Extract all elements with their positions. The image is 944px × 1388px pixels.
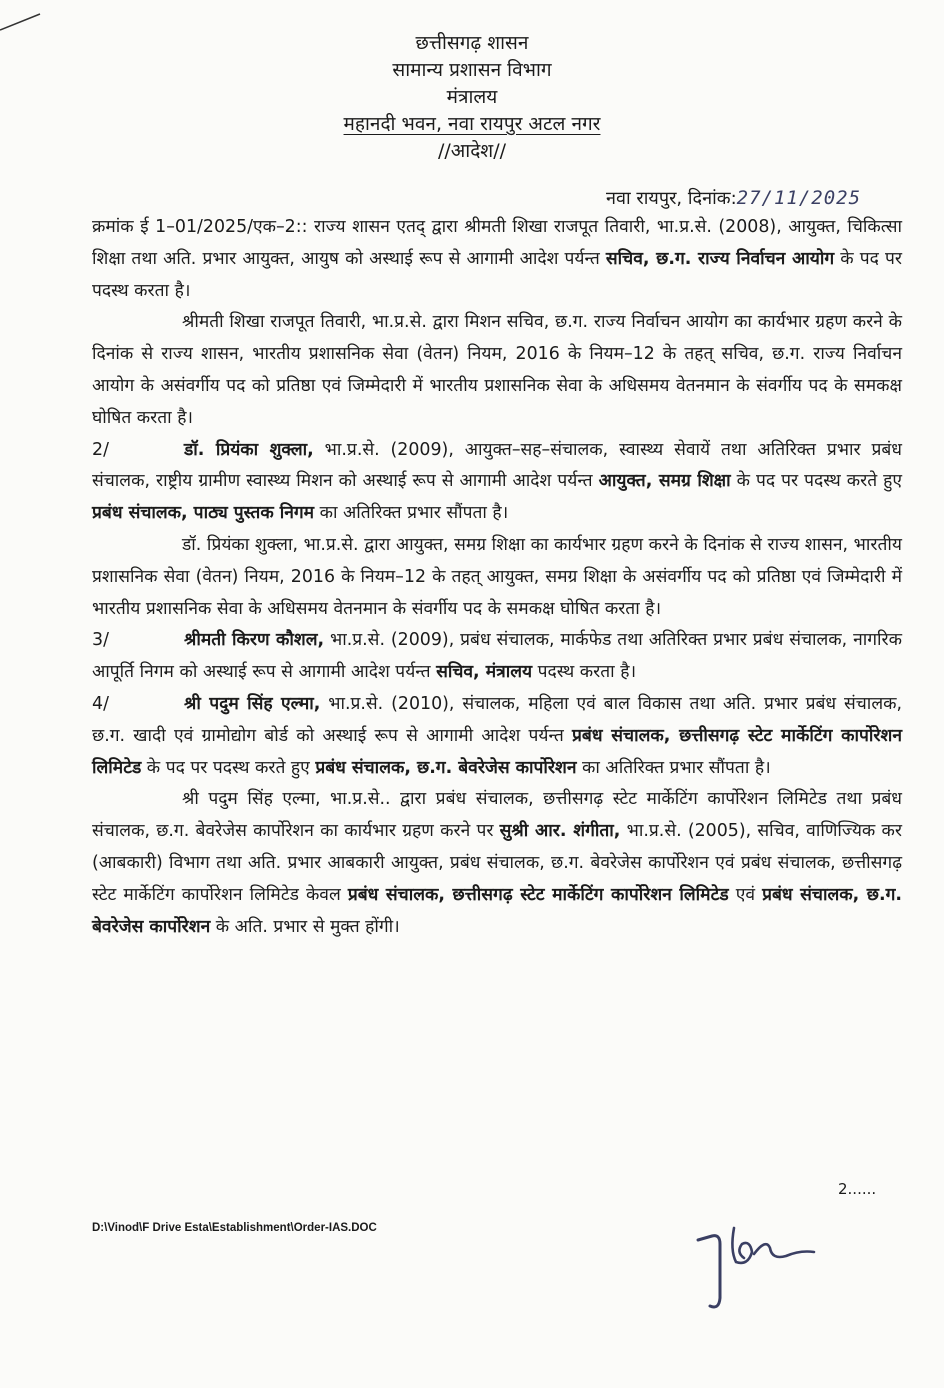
- item-number: 3/: [92, 630, 109, 651]
- paragraph-4b: श्री पदुम सिंह एल्मा, भा.प्र.से.. द्वारा प्रबंध संचालक, छत्तीसगढ़ स्टेट मार्केटिंग कार्पोरेशन लिमिटेड तथा प्रबंध संचालक, छ.ग. बेवरेजेस कार्पोरेशन का कार्यभार ग्रहण करने पर सुश्री आर. शंगीता, भा.प्र.से. (2005), सचिव, वाणिज्यिक कर (आबकारी) विभाग तथा अति. प्रभार आबकारी आयुक्त, प्रबंध संचालक, छ.ग. बेवरेजेस कार्पोरेशन एवं प्रबंध संचालक, छत्तीसगढ़ स्टेट मार्केटिंग कार्पोरेशन लिमिटेड केवल प्रबंध संचालक, छत्तीसगढ़ स्टेट मार्केटिंग कार्पोरेशन लिमिटेड एवं प्रबंध संचालक, छ.ग. बेवरेजेस कार्पोरेशन के अति. प्रभार से मुक्त होंगी।: [92, 789, 902, 937]
- paragraph-4: 4/ श्री पदुम सिंह एल्मा, भा.प्र.से. (2010), संचालक, महिला एवं बाल विकास तथा अति. प्रभार प्रबंध संचालक, छ.ग. खादी एवं ग्रामोद्योग बोर्ड को अस्थाई रूप से आगामी आदेश पर्यन्त प्रबंध संचालक, छत्तीसगढ़ स्टेट मार्केटिंग कार्पोरेशन लिमिटेड के पद पर पदस्थ करते हुए प्रबंध संचालक, छ.ग. बेवरेजेस कार्पोरेशन का अतिरिक्त प्रभार सौंपता है।: [92, 689, 902, 784]
- office-name: मंत्रालय: [446, 86, 498, 108]
- date-prefix: नवा रायपुर, दिनांक:: [606, 188, 737, 209]
- item-number: 2/: [92, 439, 109, 460]
- office-address: महानदी भवन, नवा रायपुर अटल नगर: [343, 113, 601, 135]
- order-body: [92, 212, 902, 943]
- order-number: क्रमांक ई 1–01/2025/एक–2::: [92, 217, 308, 237]
- handwritten-date: 27/11/2025: [736, 187, 862, 209]
- page-continuation: 2......: [838, 1180, 877, 1198]
- govt-name: छत्तीसगढ़ शासन: [415, 32, 529, 54]
- signature: [690, 1210, 840, 1320]
- file-path: D:\Vinod\F Drive Esta\Establishment\Order-IAS.DOC: [92, 1222, 377, 1234]
- letterhead: [0, 30, 944, 165]
- item-number: 4/: [92, 693, 109, 714]
- dateline: [606, 186, 861, 210]
- paragraph-2: 2/ डॉ. प्रियंका शुक्ला, भा.प्र.से. (2009), आयुक्त–सह–संचालक, स्वास्थ्य सेवायें तथा अतिरिक्त प्रभार प्रबंध संचालक, राष्ट्रीय ग्रामीण स्वास्थ्य मिशन को अस्थाई रूप से आगामी आदेश पर्यन्त आयुक्त, समग्र शिक्षा के पद पर पदस्थ करते हुए प्रबंध संचालक, पाठ्य पुस्तक निगम का अतिरिक्त प्रभार सौंपता है।: [92, 435, 902, 530]
- paragraph-2b: डॉ. प्रियंका शुक्ला, भा.प्र.से. द्वारा आयुक्त, समग्र शिक्षा का कार्यभार ग्रहण करने के दिनांक से राज्य शासन, भारतीय प्रशासनिक सेवा (वेतन) नियम, 2016 के नियम–12 के तहत् आयुक्त, समग्र शिक्षा के असंवर्गीय पद को प्रतिष्ठा एवं जिम्मेदारी में भारतीय प्रशासनिक सेवा के अधिसमय वेतनमान के संवर्गीय पद के समकक्ष घोषित करता है।: [92, 534, 902, 619]
- paragraph-1: क्रमांक ई 1–01/2025/एक–2:: राज्य शासन एतद् द्वारा श्रीमती शिखा राजपूत तिवारी, भा.प्र.से. (2008), आयुक्त, चिकित्सा शिक्षा तथा अति. प्रभार आयुक्त, आयुष को अस्थाई रूप से आगामी आदेश पर्यन्त सचिव, छ.ग. राज्य निर्वाचन आयोग के पद पर पदस्थ करता है।: [92, 217, 903, 301]
- order-heading: //आदेश//: [437, 140, 507, 162]
- paragraph-3: 3/ श्रीमती किरण कौशल, भा.प्र.से. (2009), प्रबंध संचालक, मार्कफेड तथा अतिरिक्त प्रभार प्रबंध संचालक, नागरिक आपूर्ति निगम को अस्थाई रूप से आगामी आदेश पर्यन्त सचिव, मंत्रालय पदस्थ करता है।: [92, 625, 902, 689]
- department-name: सामान्य प्रशासन विभाग: [392, 59, 552, 81]
- paragraph-1b: श्रीमती शिखा राजपूत तिवारी, भा.प्र.से. द्वारा मिशन सचिव, छ.ग. राज्य निर्वाचन आयोग का कार्यभार ग्रहण करने के दिनांक से राज्य शासन, भारतीय प्रशासनिक सेवा (वेतन) नियम, 2016 के नियम–12 के तहत् सचिव, छ.ग. राज्य निर्वाचन आयोग के असंवर्गीय पद को प्रतिष्ठा एवं जिम्मेदारी में भारतीय प्रशासनिक सेवा के अधिसमय वेतनमान के संवर्गीय पद के समकक्ष घोषित करता है।: [92, 312, 902, 428]
